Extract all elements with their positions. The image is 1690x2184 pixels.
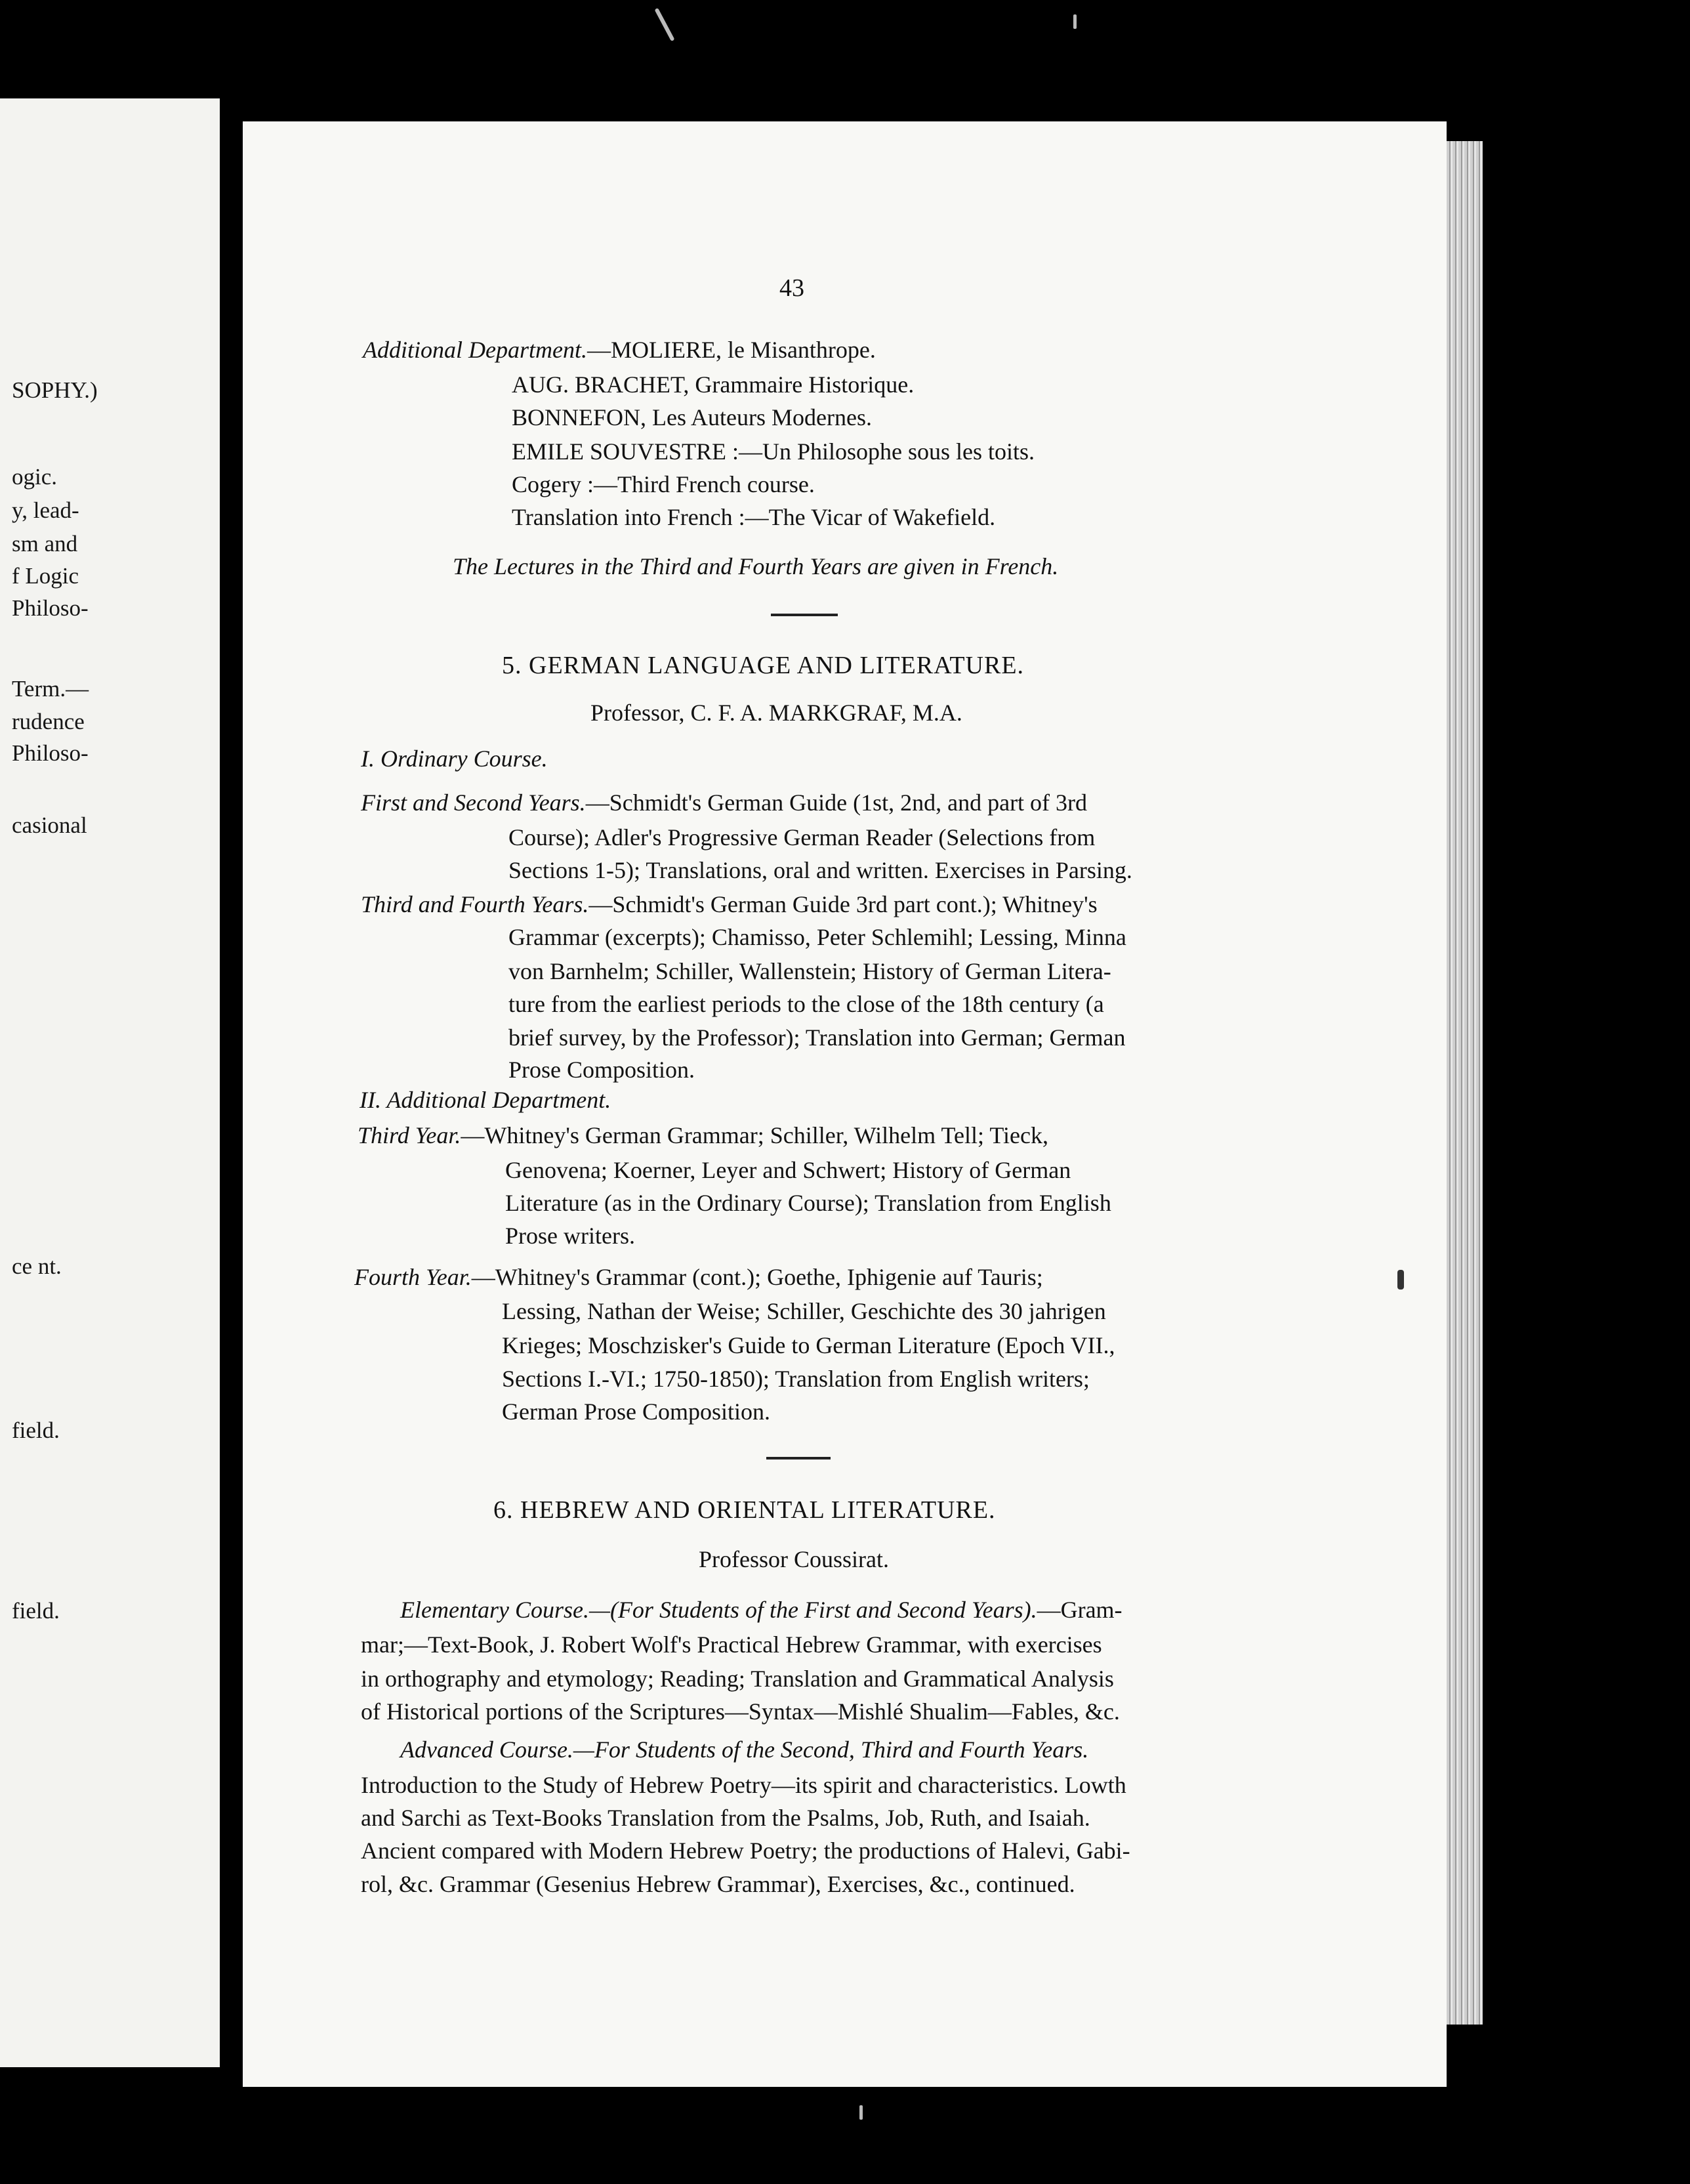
left-fragment: SOPHY.) bbox=[12, 377, 98, 403]
course-text: Ancient compared with Modern Hebrew Poetry; the productions of Halevi, Gabi- bbox=[361, 1838, 1130, 1864]
course-text: Lessing, Nathan der Weise; Schiller, Geschichte des 30 jahrigen bbox=[502, 1298, 1106, 1324]
course-text: —Whitney's Grammar (cont.); Goethe, Iphigenie auf Tauris; bbox=[471, 1264, 1043, 1290]
course-text: rol, &c. Grammar (Gesenius Hebrew Grammar), Exercises, &c., continued. bbox=[361, 1871, 1075, 1897]
german-professor: Professor, C. F. A. MARKGRAF, M.A. bbox=[590, 700, 962, 726]
section-divider bbox=[771, 614, 838, 616]
first-second-years-label: First and Second Years. bbox=[361, 789, 586, 816]
french-entry: Translation into French :—The Vicar of Wakefield. bbox=[512, 504, 996, 530]
course-text: and Sarchi as Text-Books Translation from the Psalms, Job, Ruth, and Isaiah. bbox=[361, 1805, 1090, 1831]
ordinary-course-heading: I. Ordinary Course. bbox=[361, 746, 548, 772]
additional-department-heading: II. Additional Department. bbox=[360, 1087, 611, 1113]
left-facing-page bbox=[0, 98, 220, 2067]
scan-artifact bbox=[654, 8, 674, 41]
left-fragment: rudence bbox=[12, 709, 85, 734]
hebrew-heading: 6. HEBREW AND ORIENTAL LITERATURE. bbox=[493, 1496, 996, 1524]
course-text: Krieges; Moschzisker's Guide to German Literature (Epoch VII., bbox=[502, 1332, 1115, 1358]
scan-artifact bbox=[1073, 14, 1077, 29]
course-text: von Barnhelm; Schiller, Wallenstein; History of German Litera- bbox=[508, 958, 1111, 984]
german-heading: 5. GERMAN LANGUAGE AND LITERATURE. bbox=[502, 652, 1025, 679]
left-fragment: casional bbox=[12, 812, 87, 838]
course-text: Sections I.-VI.; 1750-1850); Translation from English writers; bbox=[502, 1366, 1090, 1392]
course-text: ture from the earliest periods to the close of the 18th century (a bbox=[508, 991, 1104, 1017]
course-text: —Gram- bbox=[1037, 1597, 1123, 1623]
left-fragment: ce nt. bbox=[12, 1253, 62, 1279]
additional-department-label: Additional Department. bbox=[363, 337, 587, 363]
left-fragment: ogic. bbox=[12, 464, 58, 490]
course-text: Prose Composition. bbox=[508, 1057, 695, 1083]
course-text: —Schmidt's German Guide (1st, 2nd, and part of 3rd bbox=[585, 789, 1088, 816]
elementary-course-label: Elementary Course.—(For Students of the First and Second Years). bbox=[400, 1597, 1037, 1623]
third-year-line bbox=[358, 1124, 1048, 1147]
first-second-years-line bbox=[361, 791, 1087, 814]
left-fragment: field. bbox=[12, 1418, 60, 1443]
fourth-year-line bbox=[354, 1265, 1043, 1289]
page-number: 43 bbox=[779, 274, 804, 302]
advanced-course-label: Advanced Course.—For Students of the Second, Third and Fourth Years. bbox=[400, 1736, 1089, 1763]
third-fourth-years-line bbox=[361, 892, 1098, 916]
scan-artifact bbox=[859, 2105, 863, 2120]
french-entry: BONNEFON, Les Auteurs Modernes. bbox=[512, 404, 872, 430]
left-fragment: Term.— bbox=[12, 676, 89, 702]
french-additional-line bbox=[363, 338, 876, 362]
elementary-course-line bbox=[400, 1598, 1123, 1622]
left-fragment: y, lead- bbox=[12, 497, 79, 523]
left-fragment: Philoso- bbox=[12, 595, 89, 621]
course-text: —Schmidt's German Guide 3rd part cont.); Whitney's bbox=[588, 891, 1098, 917]
course-text: Grammar (excerpts); Chamisso, Peter Schlemihl; Lessing, Minna bbox=[508, 924, 1126, 950]
left-fragment: f Logic bbox=[12, 563, 79, 589]
left-fragment: Philoso- bbox=[12, 740, 89, 766]
fourth-year-label: Fourth Year. bbox=[354, 1264, 472, 1290]
course-text: Literature (as in the Ordinary Course); Translation from English bbox=[505, 1190, 1111, 1216]
left-fragment: field. bbox=[12, 1598, 60, 1624]
french-entry: Cogery :—Third French course. bbox=[512, 471, 815, 497]
course-text: Sections 1-5); Translations, oral and written. Exercises in Parsing. bbox=[508, 857, 1132, 883]
third-fourth-years-label: Third and Fourth Years. bbox=[361, 891, 589, 917]
course-text: Introduction to the Study of Hebrew Poetry—its spirit and characteristics. Lowth bbox=[361, 1772, 1126, 1798]
french-entry: AUG. BRACHET, Grammaire Historique. bbox=[512, 371, 915, 398]
course-text: Genovena; Koerner, Leyer and Schwert; History of German bbox=[505, 1157, 1071, 1183]
section-divider bbox=[766, 1457, 831, 1460]
french-note: The Lectures in the Third and Fourth Years are given in French. bbox=[453, 553, 1059, 579]
french-entry: EMILE SOUVESTRE :—Un Philosophe sous les toits. bbox=[512, 438, 1035, 465]
course-text: mar;—Text-Book, J. Robert Wolf's Practical Hebrew Grammar, with exercises bbox=[361, 1631, 1102, 1658]
course-text: brief survey, by the Professor); Translation into German; German bbox=[508, 1024, 1126, 1051]
course-text: Course); Adler's Progressive German Reader (Selections from bbox=[508, 824, 1096, 850]
course-text: in orthography and etymology; Reading; Translation and Grammatical Analysis bbox=[361, 1666, 1114, 1692]
hebrew-professor: Professor Coussirat. bbox=[699, 1546, 889, 1572]
course-text: —Whitney's German Grammar; Schiller, Wilhelm Tell; Tieck, bbox=[461, 1122, 1049, 1148]
course-text: Prose writers. bbox=[505, 1223, 635, 1249]
course-text: German Prose Composition. bbox=[502, 1398, 770, 1425]
left-fragment: sm and bbox=[12, 531, 78, 556]
third-year-label: Third Year. bbox=[358, 1122, 461, 1148]
scan-artifact bbox=[1397, 1270, 1404, 1290]
page-edge bbox=[1447, 141, 1483, 2025]
course-text: of Historical portions of the Scriptures—Syntax—Mishlé Shualim—Fables, &c. bbox=[361, 1698, 1120, 1725]
moliere-entry: —MOLIERE, le Misanthrope. bbox=[587, 337, 876, 363]
